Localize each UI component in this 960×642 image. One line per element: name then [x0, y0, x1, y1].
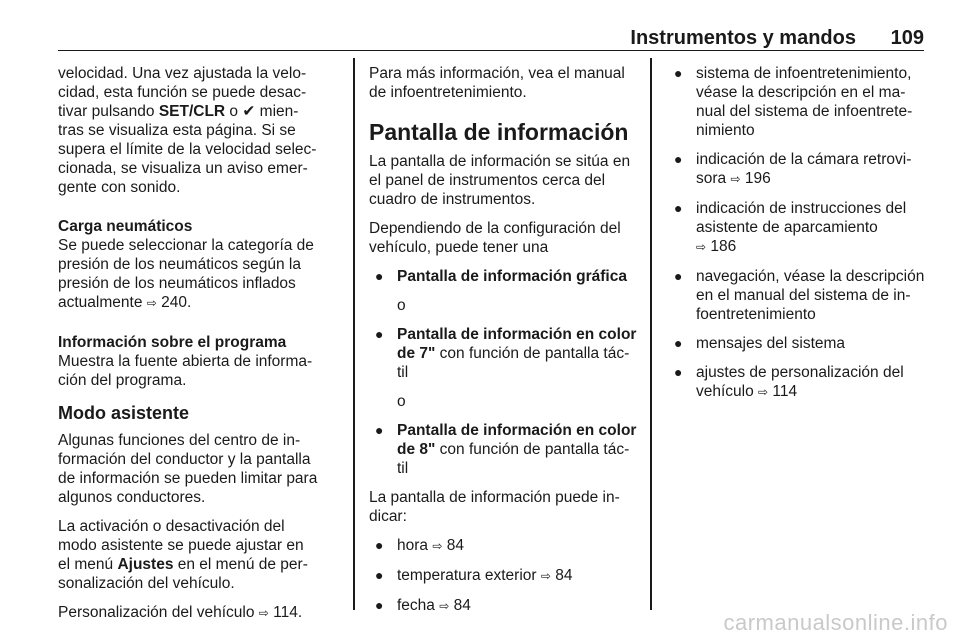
paragraph-activacion: La activación o desactivación del modo asistente se puede ajustar en el menú Ajustes en el menú de per- sonalización del vehículo. — [58, 518, 308, 592]
subheading: Información sobre el programa — [58, 334, 287, 351]
column-divider-left — [353, 58, 355, 610]
button-label-setclr: SET/CLR — [158, 103, 226, 120]
page-ref[interactable]: 114 — [772, 383, 798, 400]
section-carga-neumaticos: Carga neumáticos Se puede seleccionar la categoría de presión de los neumáticos según la presión de los neumáticos inflados actualmente ⇨ 240. — [58, 217, 340, 313]
or-text: o — [397, 393, 406, 410]
list-item: ● Pantalla de información gráfica — [375, 268, 627, 285]
or-text: o — [397, 297, 406, 314]
paragraph-config: Dependiendo de la configuración del vehículo, puede tener una — [369, 220, 621, 256]
page-ref[interactable]: 186 — [710, 238, 737, 255]
heading-modo-asistente: Modo asistente — [58, 403, 190, 423]
bullet-icon: ● — [375, 422, 384, 438]
bullet-icon: ● — [674, 151, 683, 167]
paragraph-modo: Algunas funciones del centro de in- formación del conductor y la pantalla de información se pueden limitar para algunos conductores. — [58, 432, 318, 506]
list-item: ● indicación de la cámara retrovi- sora ⇨ 196 — [674, 151, 912, 187]
page-ref-icon: ⇨ — [146, 296, 157, 310]
bullet-icon: ● — [375, 567, 384, 583]
bullet-icon: ● — [674, 364, 683, 380]
bullet-icon: ● — [375, 268, 384, 284]
page-ref[interactable]: 196 — [744, 170, 771, 187]
page-ref[interactable]: 84 — [453, 597, 471, 614]
bullet-icon: ● — [375, 597, 384, 613]
list-item: ● indicación de instrucciones del asistente de aparcamiento ⇨ 186 — [674, 200, 907, 255]
paragraph-location: La pantalla de información se sitúa en el panel de instrumentos cerca del cuadro de instrumentos. — [369, 153, 631, 208]
page-ref-icon: ⇨ — [696, 240, 707, 254]
paragraph-indicar: La pantalla de información puede in- dicar: — [369, 489, 620, 525]
list-item: ● navegación, véase la descripción en el manual del sistema de in- foentretenimiento — [674, 268, 925, 323]
list-item: ● hora ⇨ 84 — [375, 537, 464, 554]
page-ref[interactable]: 84 — [555, 567, 573, 584]
bullet-icon: ● — [674, 335, 683, 351]
check-icon: ✔ — [242, 103, 256, 120]
page-ref-icon: ⇨ — [540, 569, 551, 583]
paragraph-intro: Para más información, vea el manual de infoentretenimiento. — [369, 65, 625, 101]
column-1 — [58, 64, 340, 633]
column-2 — [369, 64, 637, 626]
list-item: ● sistema de infoentretenimiento, véase la descripción en el ma- nual del sistema de infoentrete- nimiento — [674, 65, 913, 139]
watermark: carmanualsonline.info — [723, 610, 948, 635]
menu-label-ajustes: Ajustes — [117, 556, 174, 573]
column-3 — [668, 64, 930, 412]
list-item: ● temperatura exterior ⇨ 84 — [375, 567, 573, 584]
page-ref[interactable]: 240. — [161, 294, 192, 311]
page-header — [58, 24, 924, 51]
page-ref-icon: ⇨ — [758, 385, 769, 399]
bullet-icon: ● — [674, 65, 683, 81]
bullet-icon: ● — [375, 326, 384, 342]
paragraph-speed-limit: velocidad. Una vez ajustada la velo- cidad, esta función se puede desac- tivar pulsando SET/CLR o ✔ mien- tras se visualiza esta página. Si se supera el límite de la velocidad selec- cionada, se visualiza un aviso emer- gente con sonido. — [58, 65, 317, 196]
list-item: ● fecha ⇨ 84 — [375, 597, 471, 614]
paragraph-personalizacion: Personalización del vehículo ⇨ 114. — [58, 604, 303, 621]
column-divider-right — [650, 58, 652, 610]
list-item: ● Pantalla de información en color de 7" con función de pantalla tác- til — [375, 326, 637, 381]
page-ref-icon: ⇨ — [432, 539, 443, 553]
page-number: 109 — [890, 27, 924, 49]
section-info-programa: Información sobre el programa Muestra la fuente abierta de informa- ción del programa. — [58, 333, 340, 390]
page-ref-icon: ⇨ — [439, 599, 450, 613]
header-title: Instrumentos y mandos — [630, 27, 856, 49]
list-item: ● Pantalla de información en color de 8" con función de pantalla tác- til — [375, 422, 637, 477]
bullet-icon: ● — [674, 200, 683, 216]
bullet-icon: ● — [674, 268, 683, 284]
page-ref[interactable]: 114. — [273, 604, 303, 621]
subheading: Carga neumáticos — [58, 218, 193, 235]
page-ref-icon: ⇨ — [730, 172, 741, 186]
bullet-icon: ● — [375, 537, 384, 553]
page-ref-icon: ⇨ — [258, 606, 269, 620]
page-ref[interactable]: 84 — [446, 537, 464, 554]
heading-pantalla-informacion: Pantalla de información — [369, 119, 629, 145]
list-item: ● mensajes del sistema — [674, 335, 846, 352]
list-item: ● ajustes de personalización del vehículo ⇨ 114 — [674, 364, 904, 400]
